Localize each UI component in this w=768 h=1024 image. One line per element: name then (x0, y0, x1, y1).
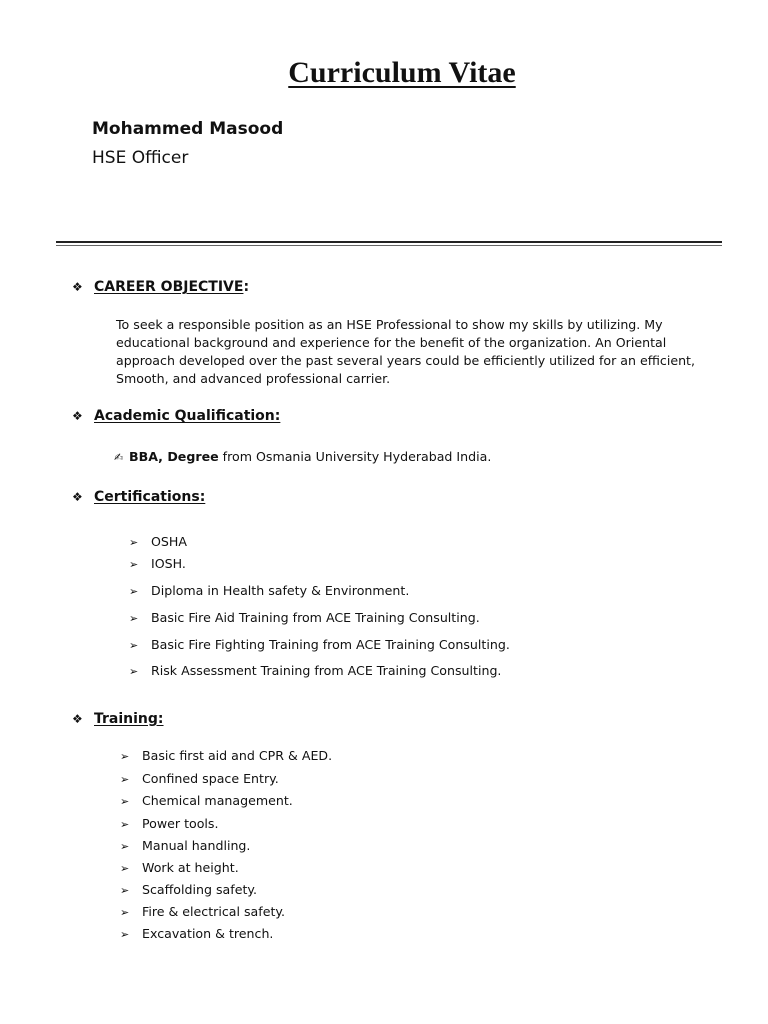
list-item-text: Diploma in Health safety & Environment. (151, 583, 410, 598)
list-item-text: Basic Fire Fighting Training from ACE Training Consulting. (151, 637, 510, 652)
arrow-bullet-icon: ➢ (120, 862, 130, 875)
arrow-bullet-icon: ➢ (129, 558, 139, 571)
section-heading: Academic Qualification: (94, 408, 281, 424)
arrow-bullet-icon: ➢ (129, 585, 139, 598)
arrow-bullet-icon: ➢ (120, 773, 130, 786)
list-item-text: Fire & electrical safety. (142, 904, 286, 919)
list-item (129, 610, 480, 625)
list-item-text: Basic Fire Aid Training from ACE Training Consulting. (151, 610, 480, 625)
arrow-bullet-icon: ➢ (120, 750, 130, 763)
arrow-bullet-icon: ➢ (120, 840, 130, 853)
diamond-bullet-icon: ❖ (72, 409, 83, 423)
arrow-bullet-icon: ➢ (120, 928, 130, 941)
list-item-text: Scaffolding safety. (142, 882, 258, 897)
list-item-text: Excavation & trench. (142, 926, 274, 941)
list-item (120, 860, 239, 875)
list-item (120, 793, 293, 808)
person-name: Mohammed Masood (92, 119, 284, 139)
person-role: HSE Officer (92, 148, 189, 168)
list-item (120, 926, 273, 941)
arrow-bullet-icon: ➢ (129, 639, 139, 652)
diamond-bullet-icon: ❖ (72, 280, 83, 294)
list-item (129, 663, 501, 678)
degree-detail: from Osmania University Hyderabad India. (218, 449, 492, 464)
diamond-bullet-icon: ❖ (72, 712, 83, 726)
list-item-text: Work at height. (142, 860, 239, 875)
list-item (120, 816, 219, 831)
document-title: Curriculum Vitae (288, 56, 516, 89)
list-item (129, 534, 187, 549)
writing-hand-icon: ✍ (114, 451, 124, 464)
list-item-text: Confined space Entry. (142, 771, 279, 786)
arrow-bullet-icon: ➢ (120, 906, 130, 919)
list-item-text: Manual handling. (142, 838, 251, 853)
academic-item (114, 449, 491, 464)
arrow-bullet-icon: ➢ (129, 665, 139, 678)
degree-name: BBA, Degree (129, 449, 219, 464)
list-item-text: Risk Assessment Training from ACE Training Consulting. (151, 663, 502, 678)
arrow-bullet-icon: ➢ (120, 818, 130, 831)
list-item-text: Power tools. (142, 816, 219, 831)
arrow-bullet-icon: ➢ (129, 536, 139, 549)
header-divider-thin (56, 245, 722, 246)
list-item-text: Chemical management. (142, 793, 293, 808)
section-heading: Training: (94, 711, 164, 727)
section-training (72, 711, 164, 727)
section-heading: Certifications: (94, 489, 206, 505)
section-certifications (72, 489, 205, 505)
heading-colon: : (243, 279, 250, 295)
list-item-text: IOSH. (151, 556, 186, 571)
list-item (120, 748, 332, 763)
header-divider (56, 241, 722, 243)
list-item-text: OSHA (151, 534, 187, 549)
list-item (129, 637, 510, 652)
list-item (120, 838, 250, 853)
section-career-objective (72, 279, 249, 295)
arrow-bullet-icon: ➢ (120, 884, 130, 897)
section-academic (72, 408, 280, 424)
list-item (120, 904, 285, 919)
list-item (129, 556, 186, 571)
arrow-bullet-icon: ➢ (129, 612, 139, 625)
list-item (120, 771, 279, 786)
section-heading: CAREER OBJECTIVE (94, 279, 244, 295)
list-item (120, 882, 257, 897)
arrow-bullet-icon: ➢ (120, 795, 130, 808)
list-item (129, 583, 409, 598)
career-objective-text: To seek a responsible position as an HSE Professional to show my skills by utilizing. My educational background and experience for the benefit of the organization. An Oriental approach developed over the past several years could be efficiently utilized for an efficient, Smooth, and advanced professional carrier. (116, 317, 695, 386)
diamond-bullet-icon: ❖ (72, 490, 83, 504)
list-item-text: Basic first aid and CPR & AED. (142, 748, 333, 763)
